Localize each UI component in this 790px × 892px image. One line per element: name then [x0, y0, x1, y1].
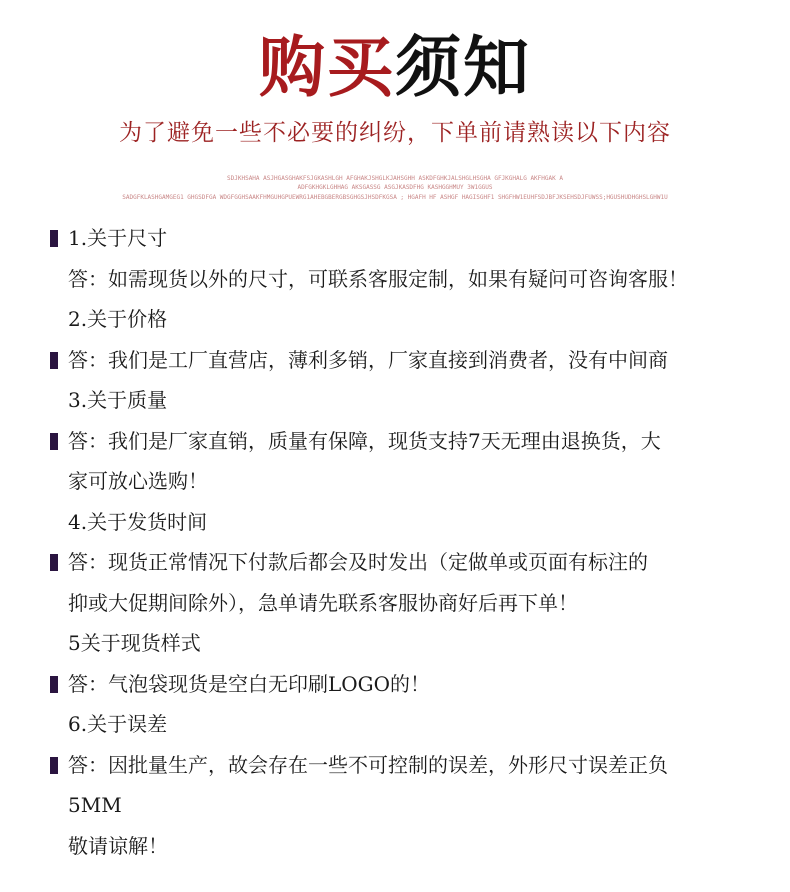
- notice-text: 答：因批量生产，故会存在一些不可控制的误差，外形尺寸误差正负: [68, 752, 668, 777]
- notice-text: 4.关于发货时间: [68, 509, 208, 534]
- bullet-marker-icon: [50, 554, 58, 571]
- notice-text: 敬请谅解！: [68, 833, 168, 858]
- notice-text: 答：如需现货以外的尺寸，可联系客服定制，如果有疑问可咨询客服！: [68, 266, 688, 291]
- notice-text: 答：我们是工厂直营店，薄利多销，厂家直接到消费者，没有中间商: [68, 347, 668, 372]
- bullet-marker-icon: [50, 230, 58, 247]
- notice-text: 5关于现货样式: [68, 631, 201, 655]
- bullet-marker-icon: [50, 757, 58, 774]
- notice-row: [50, 502, 770, 543]
- notice-text: 答：气泡袋现货是空白无印刷LOGO的！: [68, 671, 431, 696]
- title-black-part: 须知: [395, 29, 531, 106]
- notice-row: [50, 218, 770, 259]
- page-subtitle: 为了避免一些不必要的纠纷，下单前请熟读以下内容: [119, 120, 671, 146]
- notice-text: 3.关于质量: [68, 388, 168, 412]
- notice-text: 家可放心选购！: [68, 469, 208, 493]
- notice-row: [50, 623, 770, 664]
- notice-text: 1.关于尺寸: [68, 226, 168, 250]
- notice-row: [50, 340, 770, 381]
- notice-row: [50, 583, 770, 624]
- bullet-marker-icon: [50, 433, 58, 450]
- notice-row: [50, 785, 770, 826]
- notice-list: [50, 218, 770, 866]
- notice-row: [50, 421, 770, 462]
- decorative-text-line: SADGFKLASHGAMGEG1 GHGSDFGA WDGFGGHSAAKFHMGUHGPUEWRG1AHEBGBERGBSGHGSJHSDFKGSA ; HGAFH HF ASHGF HAGISGHF1 SHGFHW1EUHFSDJBFJKSEHSDJFUWSS;HGUSHUDHGHSLGHW1U: [122, 194, 668, 201]
- notice-text: 2.关于价格: [68, 307, 168, 331]
- notice-row: [50, 664, 770, 705]
- notice-text: 5MM: [68, 793, 122, 817]
- title-red-part: 购买: [259, 29, 395, 106]
- decorative-text-line: ADFGKHGKLGHHAG AKSGASSG ASGJKASDFHG KASHGGHMUY 3W1GGUS: [297, 184, 493, 191]
- notice-row: [50, 826, 770, 867]
- bullet-marker-icon: [50, 676, 58, 693]
- notice-row: [50, 259, 770, 300]
- notice-row: [50, 704, 770, 745]
- notice-text: 抑或大促期间除外），急单请先联系客服协商好后再下单！: [68, 590, 578, 615]
- notice-text: 答：现货正常情况下付款后都会及时发出（定做单或页面有标注的: [68, 550, 648, 574]
- notice-row: [50, 542, 770, 583]
- page-title: [0, 28, 790, 108]
- decorative-text-line: SDJKHSAHA ASJHGASGHAKFSJGKASHLGH AFGHAKJSHGLKJAHSGHH ASKDFGHKJALSHGLHSGHA GFJKGHALG AKFHGAK A: [227, 175, 563, 182]
- notice-row: [50, 461, 770, 502]
- notice-text: 答：我们是厂家直销，质量有保障，现货支持7天无理由退换货，大: [68, 428, 661, 453]
- notice-text: 6.关于误差: [68, 712, 168, 736]
- notice-row: [50, 299, 770, 340]
- notice-row: [50, 380, 770, 421]
- bullet-marker-icon: [50, 352, 58, 369]
- notice-row: [50, 745, 770, 786]
